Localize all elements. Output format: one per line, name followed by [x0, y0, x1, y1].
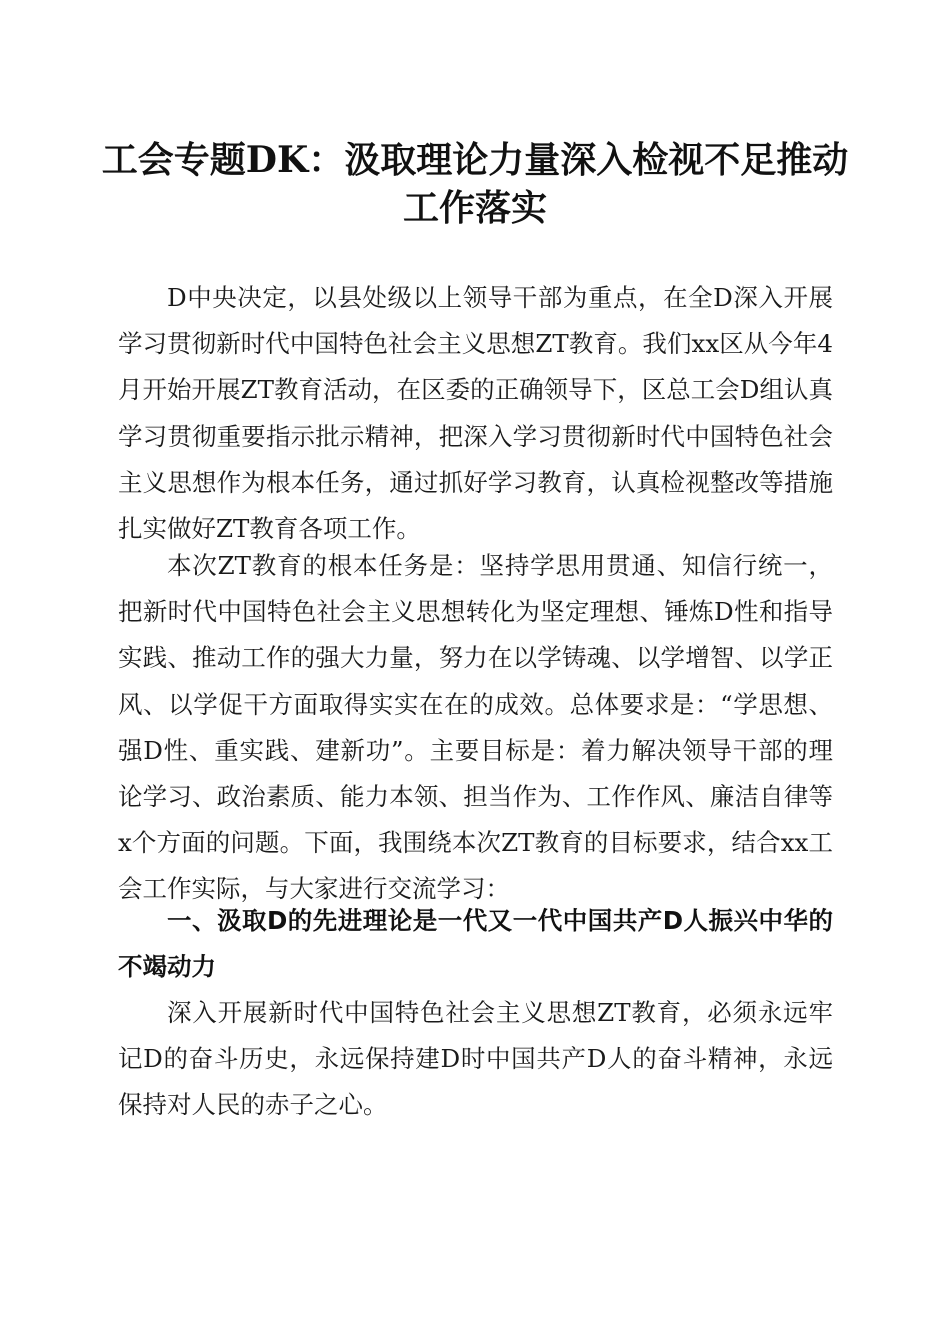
paragraph-intro: D中央决定，以县处级以上领导干部为重点，在全D深入开展学习贯彻新时代中国特色社会主义思想ZT教育。我们xx区从今年4月开始开展ZT教育活动，在区委的正确领导下，区总工会D组认真学习贯彻重要指示批示精神，把深入学习贯彻新时代中国特色社会主义思想作为根本任务，通过抓好学习教育，认真检视整改等措施扎实做好ZT教育各项工作。: [118, 283, 833, 544]
section-heading: 一、汲取D的先进理论是一代又一代中国共产D人振兴中华的不竭动力: [118, 906, 833, 981]
document-title: 工会专题DK：汲取理论力量深入检视不足推动工作落实: [101, 139, 849, 229]
paragraph-task: 本次ZT教育的根本任务是：坚持学思用贯通、知信行统一，把新时代中国特色社会主义思想转化为坚定理想、锤炼D性和指导实践、推动工作的强大力量，努力在以学铸魂、以学增智、以学正风、以学促干方面取得实实在在的成效。总体要求是：“学思想、强D性、重实践、建新功”。主要目标是：着力解决领导干部的理论学习、政治素质、能力本领、担当作为、工作作风、廉洁自律等x个方面的问题。下面，我围绕本次ZT教育的目标要求，结合xx工会工作实际，与大家进行交流学习：: [118, 551, 833, 904]
section-paragraph: 深入开展新时代中国特色社会主义思想ZT教育，必须永远牢记D的奋斗历史，永远保持建D时中国共产D人的奋斗精神，永远保持对人民的赤子之心。: [118, 998, 833, 1120]
